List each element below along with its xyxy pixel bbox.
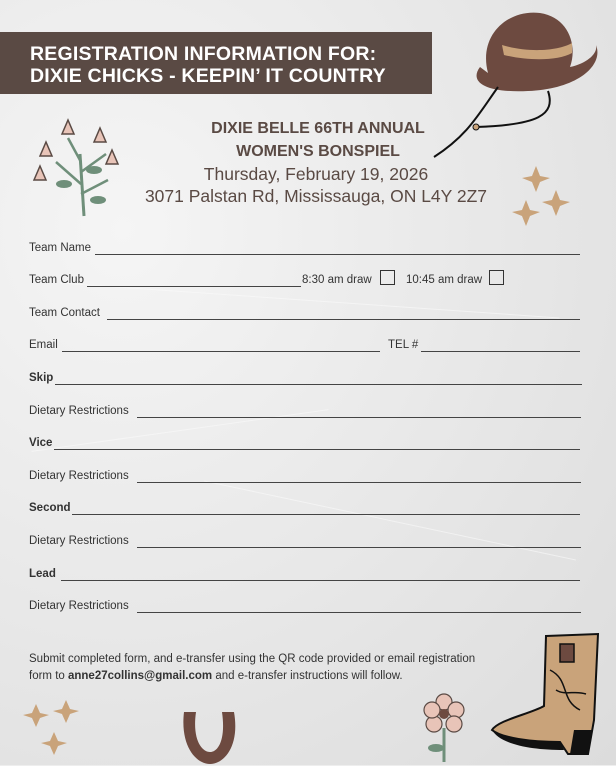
second-field[interactable] — [72, 514, 580, 515]
event-address: 3071 Palstan Rd, Mississauga, ON L4Y 2Z7 — [144, 186, 488, 206]
event-date: Thursday, February 19, 2026 — [203, 164, 429, 184]
team-club-label: Team Club — [29, 274, 84, 286]
email-field[interactable] — [62, 351, 380, 352]
lead-label: Lead — [29, 568, 56, 580]
draw-830-checkbox[interactable] — [380, 270, 395, 285]
footer-instructions — [29, 651, 475, 685]
cowboy-hat-icon — [428, 5, 608, 165]
second-label: Second — [29, 502, 71, 514]
second-dietary-field[interactable] — [137, 547, 581, 548]
lead-field[interactable] — [61, 580, 580, 581]
footer-line-2 — [29, 668, 475, 685]
email-label: Email — [29, 339, 58, 351]
footer-prefix: form to — [29, 670, 68, 682]
registration-banner — [0, 32, 432, 94]
footer-line-1: Submit completed form, and e-transfer using the QR code provided or email registration — [29, 653, 476, 665]
team-name-label: Team Name — [29, 242, 91, 254]
draw-1045-checkbox[interactable] — [489, 270, 504, 285]
contact-email-link[interactable]: anne27collins@gmail.com — [67, 670, 213, 682]
vice-field[interactable] — [54, 449, 580, 450]
tel-field[interactable] — [421, 351, 580, 352]
skip-label: Skip — [29, 372, 54, 384]
team-contact-label: Team Contact — [29, 307, 100, 319]
team-name-field[interactable] — [95, 254, 580, 255]
horseshoe-icon — [176, 706, 242, 766]
event-title-2: WOMEN'S BONSPIEL — [236, 143, 400, 160]
second-dietary-label: Dietary Restrictions — [29, 535, 129, 547]
flower-icon — [418, 692, 470, 764]
lead-dietary-label: Dietary Restrictions — [29, 600, 129, 612]
lead-dietary-field[interactable] — [137, 612, 581, 613]
skip-dietary-field[interactable] — [137, 417, 581, 418]
banner-line-2: DIXIE CHICKS - KEEPIN’ IT COUNTRY — [30, 65, 386, 87]
event-title-1: DIXIE BELLE 66TH ANNUAL — [211, 120, 425, 137]
draw-830-label: 8:30 am draw — [302, 274, 372, 286]
cowboy-boot-icon — [490, 630, 602, 760]
draw-1045-label: 10:45 am draw — [406, 274, 483, 286]
team-contact-field[interactable] — [107, 319, 580, 320]
footer-suffix: and e-transfer instructions will follow. — [212, 670, 403, 682]
vice-dietary-label: Dietary Restrictions — [29, 470, 129, 482]
stars-icon-bottom — [20, 698, 86, 764]
vice-dietary-field[interactable] — [137, 482, 581, 483]
skip-field[interactable] — [55, 384, 582, 385]
team-club-field[interactable] — [87, 286, 301, 287]
skip-dietary-label: Dietary Restrictions — [29, 405, 129, 417]
banner-line-1: REGISTRATION INFORMATION FOR: — [30, 43, 377, 65]
tel-label: TEL # — [388, 339, 419, 351]
vice-label: Vice — [29, 437, 53, 449]
